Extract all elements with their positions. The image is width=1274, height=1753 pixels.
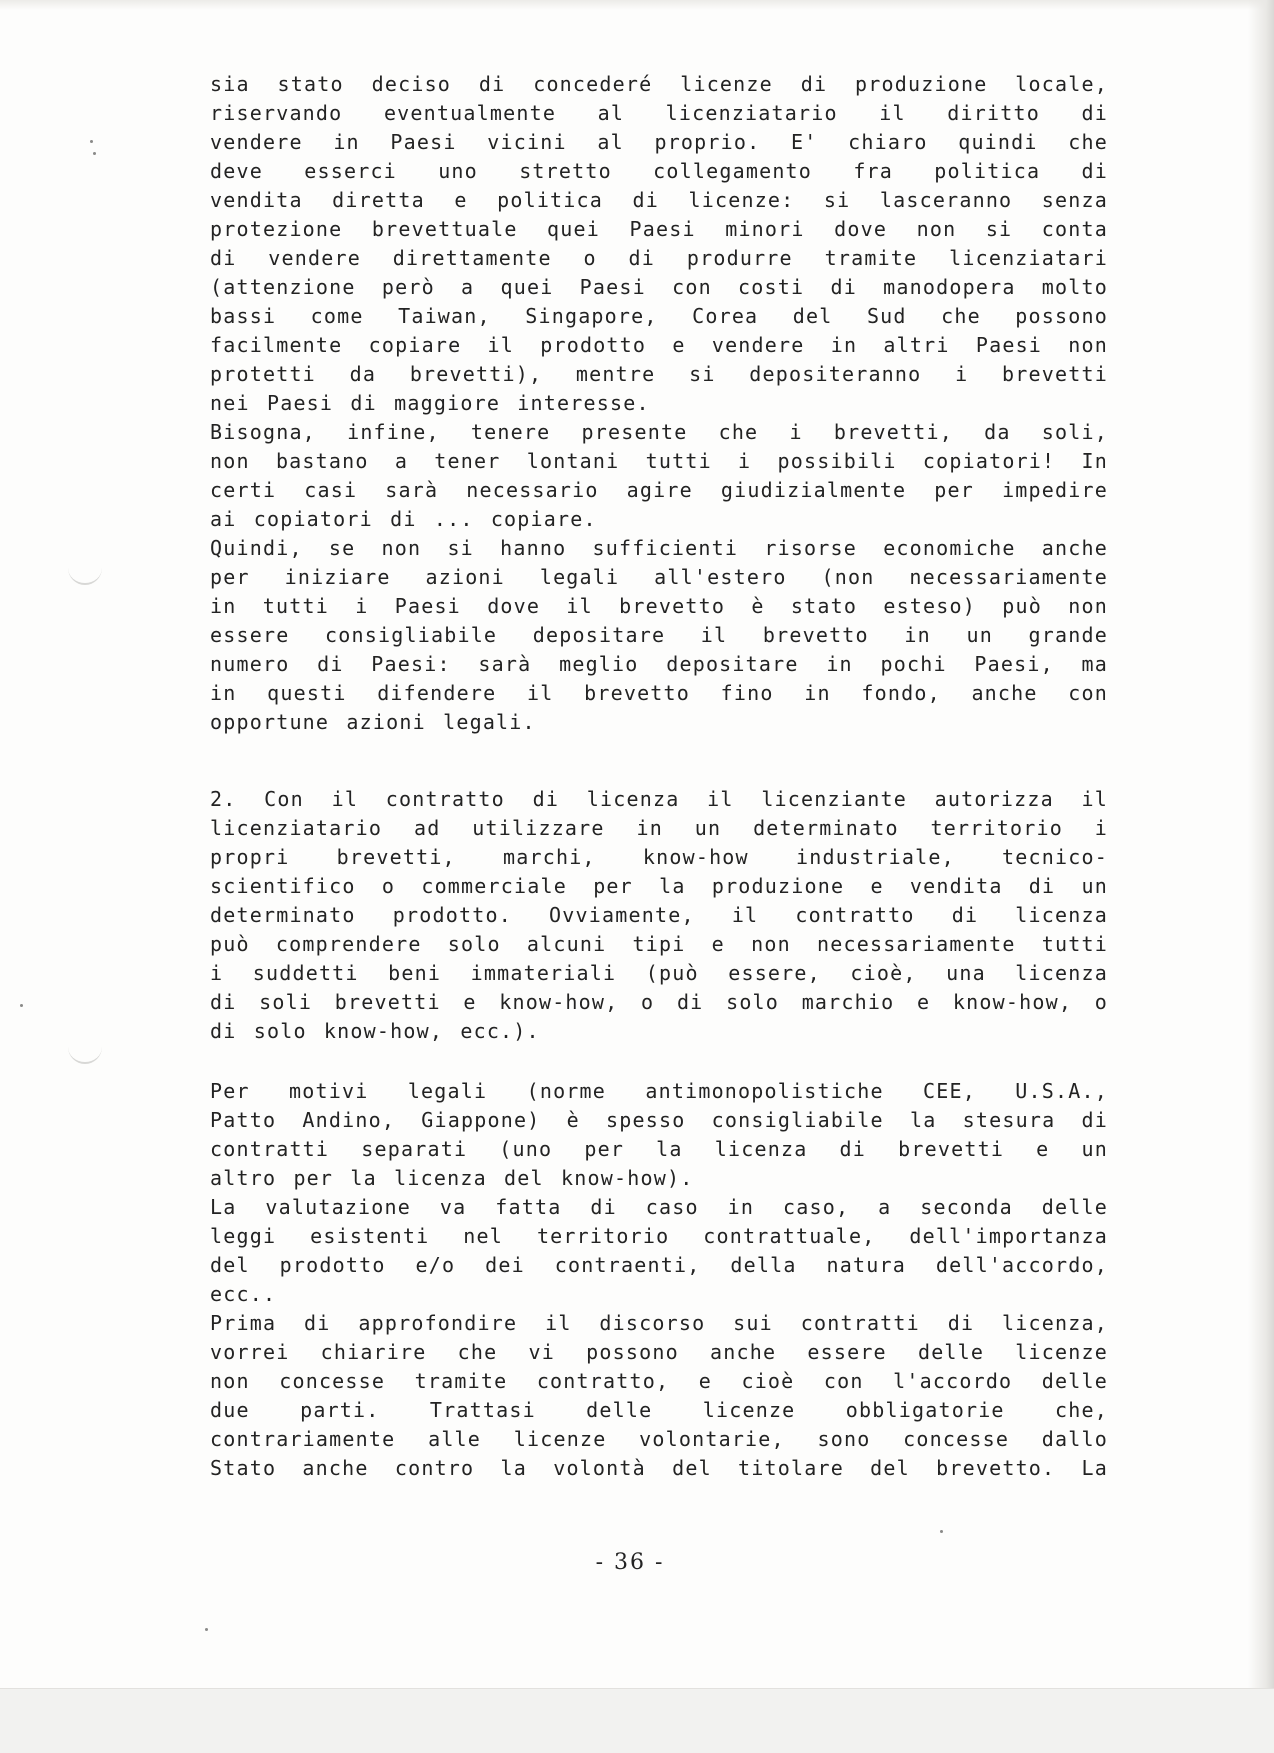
text-line: scientifico o commerciale per la produzione e vendita di un xyxy=(210,874,1108,898)
text-line: vendere in Paesi vicini al proprio. E' chiaro quindi che xyxy=(210,130,1108,154)
text-line: determinato prodotto. Ovviamente, il contratto di licenza xyxy=(210,903,1108,927)
text-line: Prima di approfondire il discorso sui contratti di licenza, xyxy=(210,1311,1108,1335)
text-line: Bisogna, infine, tenere presente che i brevetti, da soli, xyxy=(210,420,1108,444)
text-line: leggi esistenti nel territorio contrattuale, dell'importanza xyxy=(210,1224,1108,1248)
text-line: opportune azioni legali. xyxy=(210,710,536,734)
text-line: deve esserci uno stretto collegamento fra politica di xyxy=(210,159,1108,183)
text-line: riservando eventualmente al licenziatario il diritto di xyxy=(210,101,1108,125)
text-line: facilmente copiare il prodotto e vendere in altri Paesi non xyxy=(210,333,1108,357)
text-line: vendita diretta e politica di licenze: si lasceranno senza xyxy=(210,188,1108,212)
text-line: licenziatario ad utilizzare in un determinato territorio i xyxy=(210,816,1108,840)
text-line: di vendere direttamente o di produrre tramite licenziatari xyxy=(210,246,1108,270)
page-number: - 36 - xyxy=(595,1550,665,1575)
text-line: ai copiatori di ... copiare. xyxy=(210,507,597,531)
text-line: sia stato deciso di concederé licenze di produzione locale, xyxy=(210,72,1108,96)
text-line: Quindi, se non si hanno sufficienti risorse economiche anche xyxy=(210,536,1108,560)
scan-speck xyxy=(93,152,96,155)
text-line: nei Paesi di maggiore interesse. xyxy=(210,391,650,415)
text-line: Stato anche contro la volontà del titolare del brevetto. La xyxy=(210,1456,1108,1480)
scan-right-edge xyxy=(1248,0,1274,1690)
text-line: in tutti i Paesi dove il brevetto è stato esteso) può non xyxy=(210,594,1108,618)
text-line: Per motivi legali (norme antimonopolistiche CEE, U.S.A., xyxy=(210,1079,1108,1103)
text-line: i suddetti beni immateriali (può essere, cioè, una licenza xyxy=(210,961,1108,985)
text-line: vorrei chiarire che vi possono anche essere delle licenze xyxy=(210,1340,1108,1364)
text-line: di soli brevetti e know-how, o di solo marchio e know-how, o xyxy=(210,990,1108,1014)
text-line: altro per la licenza del know-how). xyxy=(210,1166,694,1190)
text-line: essere consigliabile depositare il brevetto in un grande xyxy=(210,623,1108,647)
text-line: 2. Con il contratto di licenza il licenziante autorizza il xyxy=(210,787,1108,811)
scan-bottom-edge xyxy=(0,1688,1274,1753)
text-line: certi casi sarà necessario agire giudizialmente per impedire xyxy=(210,478,1108,502)
text-line: due parti. Trattasi delle licenze obbligatorie che, xyxy=(210,1398,1108,1422)
text-line: contratti separati (uno per la licenza di brevetti e un xyxy=(210,1137,1108,1161)
text-line: bassi come Taiwan, Singapore, Corea del Sud che possono xyxy=(210,304,1108,328)
text-line: propri brevetti, marchi, know-how industriale, tecnico- xyxy=(210,845,1108,869)
text-line: può comprendere solo alcuni tipi e non necessariamente tutti xyxy=(210,932,1108,956)
paragraph-export-licensing xyxy=(210,70,1108,737)
text-line: in questi difendere il brevetto fino in fondo, anche con xyxy=(210,681,1108,705)
text-line: La valutazione va fatta di caso in caso, a seconda delle xyxy=(210,1195,1108,1219)
paragraph-legal-reasons xyxy=(210,1077,1108,1483)
paragraph-license-contract xyxy=(210,785,1108,1046)
text-line: Patto Andino, Giappone) è spesso consigliabile la stesura di xyxy=(210,1108,1108,1132)
text-line: numero di Paesi: sarà meglio depositare in pochi Paesi, ma xyxy=(210,652,1108,676)
text-line: contrariamente alle licenze volontarie, sono concesse dallo xyxy=(210,1427,1108,1451)
scan-speck xyxy=(90,140,93,143)
punch-hole-mark xyxy=(68,1042,102,1064)
text-line: protetti da brevetti), mentre si depositeranno i brevetti xyxy=(210,362,1108,386)
scan-speck xyxy=(940,1530,943,1533)
text-line: non concesse tramite contratto, e cioè con l'accordo delle xyxy=(210,1369,1108,1393)
scan-speck xyxy=(20,1004,23,1007)
text-line: ecc.. xyxy=(210,1282,277,1306)
scan-top-shadow xyxy=(0,0,1274,10)
scan-speck xyxy=(205,1628,208,1631)
text-line: di solo know-how, ecc.). xyxy=(210,1019,540,1043)
text-line: protezione brevettuale quei Paesi minori dove non si conta xyxy=(210,217,1108,241)
punch-hole-mark xyxy=(68,563,102,585)
text-line: non bastano a tener lontani tutti i possibili copiatori! In xyxy=(210,449,1108,473)
text-line: per iniziare azioni legali all'estero (non necessariamente xyxy=(210,565,1108,589)
text-line: (attenzione però a quei Paesi con costi di manodopera molto xyxy=(210,275,1108,299)
text-line: del prodotto e/o dei contraenti, della natura dell'accordo, xyxy=(210,1253,1108,1277)
